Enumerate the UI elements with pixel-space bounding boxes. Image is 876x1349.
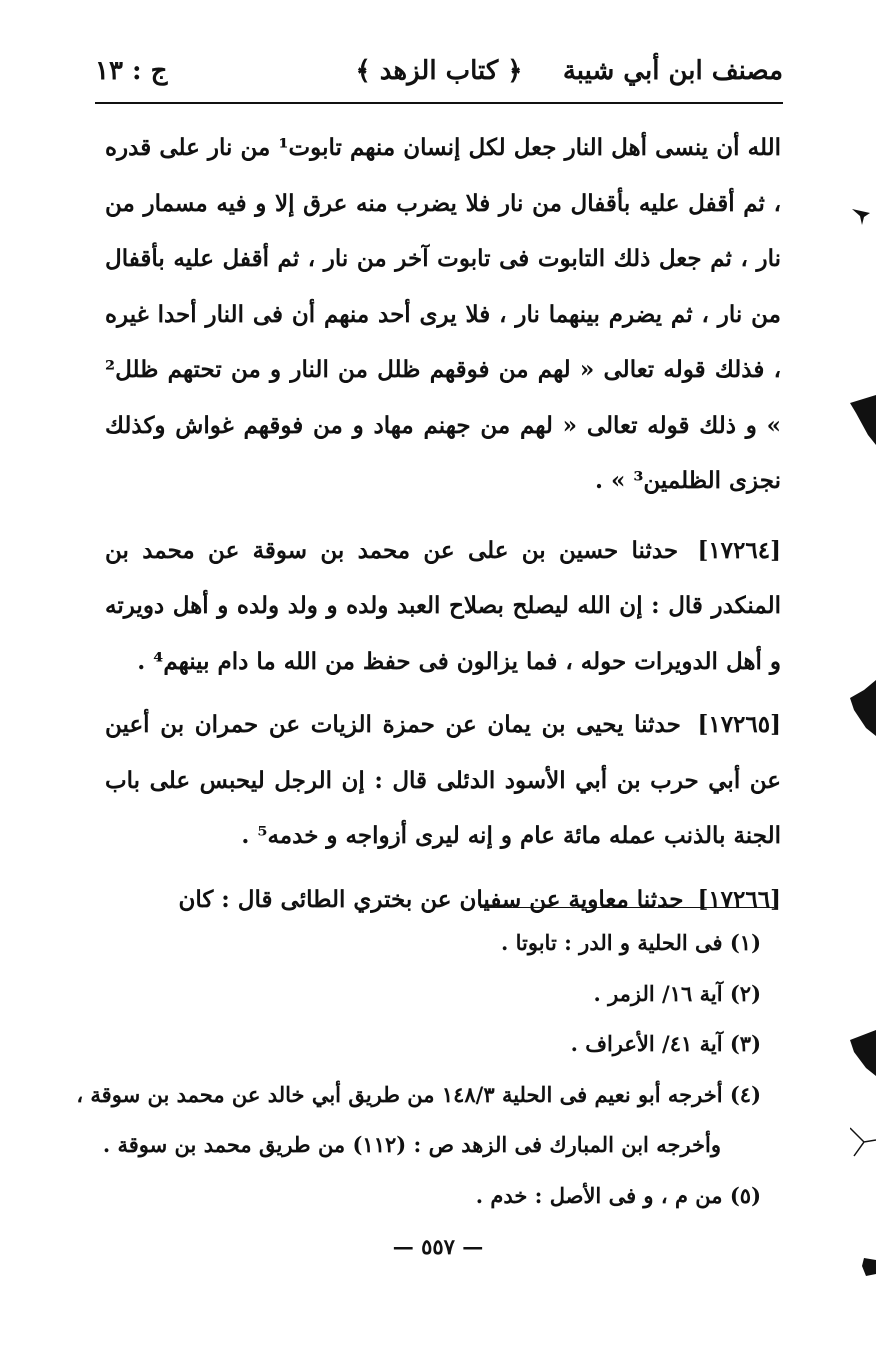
hadith-number: [١٧٢٦٥]: [697, 711, 782, 738]
footnote-2: (٢) آية ١٦/ الزمر .: [593, 980, 761, 1006]
footnote-separator: [480, 907, 774, 908]
footnote-5: (٥) من م ، و فى الأصل : خدم .: [475, 1182, 761, 1208]
hadith-17264: [105, 523, 781, 690]
paragraph-text: الله أن ينسى أهل النار جعل لكل إنسان منهم تابوت¹ من نار على قدره ، ثم أقفل عليه بأقفال من نار فلا يضرب منه عرق إلا و فيه مسمار من نار ، ثم جعل ذلك التابوت فى تابوت آخر من نار ، ثم أقفل عليه بأقفال من نار ، ثم يضرم بينهما نار ، فلا يرى أحد منهم أن فى النار أحدا غيره ، فذلك قوله تعالى « لهم من فوقهم ظلل من النار و من تحتهم ظلل² » و ذلك قوله تعالى « لهم من جهنم مهاد و من فوقهم غواش وكذلك نجزى الظلمين³ » .: [105, 134, 781, 494]
paragraph-text: حدثنا معاوية عن سفيان عن بختري الطائى قال : كان: [178, 885, 684, 913]
footnote-1: (١) فى الحلية و الدر : تابوتا .: [501, 930, 761, 955]
page-header: [95, 50, 783, 104]
section-title: ﴿ كتاب الزهد ﴾: [355, 56, 523, 86]
footnote-4: (٤) أخرجه أبو نعيم فى الحلية ١٤٨/٣ من طريق أبي خالد عن محمد بن سوقة ،: [76, 1081, 761, 1107]
hadith-17265: [105, 697, 781, 864]
margin-mark-icon: [850, 1120, 876, 1160]
hadith-number: [١٧٢٦٤]: [697, 536, 781, 564]
book-title: مصنف ابن أبي شيبة: [562, 56, 783, 86]
paragraph-text: حدثنا حسين بن على عن محمد بن سوقة عن محمد بن المنكدر قال : إن الله ليصلح بصلاح العبد ولده و ولد ولده و أهل دويرته و أهل الدويرات حوله ، فما يزالون فى حفظ من الله ما دام بينهم⁴ .: [105, 536, 781, 675]
margin-mark-icon: [850, 680, 876, 736]
margin-mark-icon: [850, 205, 872, 227]
hadith-number: [١٧٢٦٦]: [697, 885, 781, 913]
footnotes: [76, 918, 761, 1221]
margin-mark-icon: [850, 395, 876, 445]
volume-number: ج : ١٣: [95, 56, 168, 86]
paragraph-continuation: [105, 120, 781, 509]
paragraph-text: حدثنا يحيى بن يمان عن حمزة الزيات عن حمران بن أعين عن أبي حرب بن أبي الأسود الدئلى قال : إن الرجل ليحبس على باب الجنة بالذنب عمله مائة عام و إنه ليرى أزواجه و خدمه⁵ .: [105, 711, 781, 849]
footnote-4-continued: وأخرجه ابن المبارك فى الزهد ص : (١١٢) من طريق محمد بن سوقة .: [102, 1132, 721, 1157]
page-number: — ٥٥٧ —: [392, 1234, 484, 1259]
footnote-3: (٣) آية ٤١/ الأعراف .: [570, 1031, 761, 1056]
margin-mark-icon: [850, 1258, 876, 1276]
margin-mark-icon: [850, 1030, 876, 1076]
main-text: [105, 120, 781, 935]
